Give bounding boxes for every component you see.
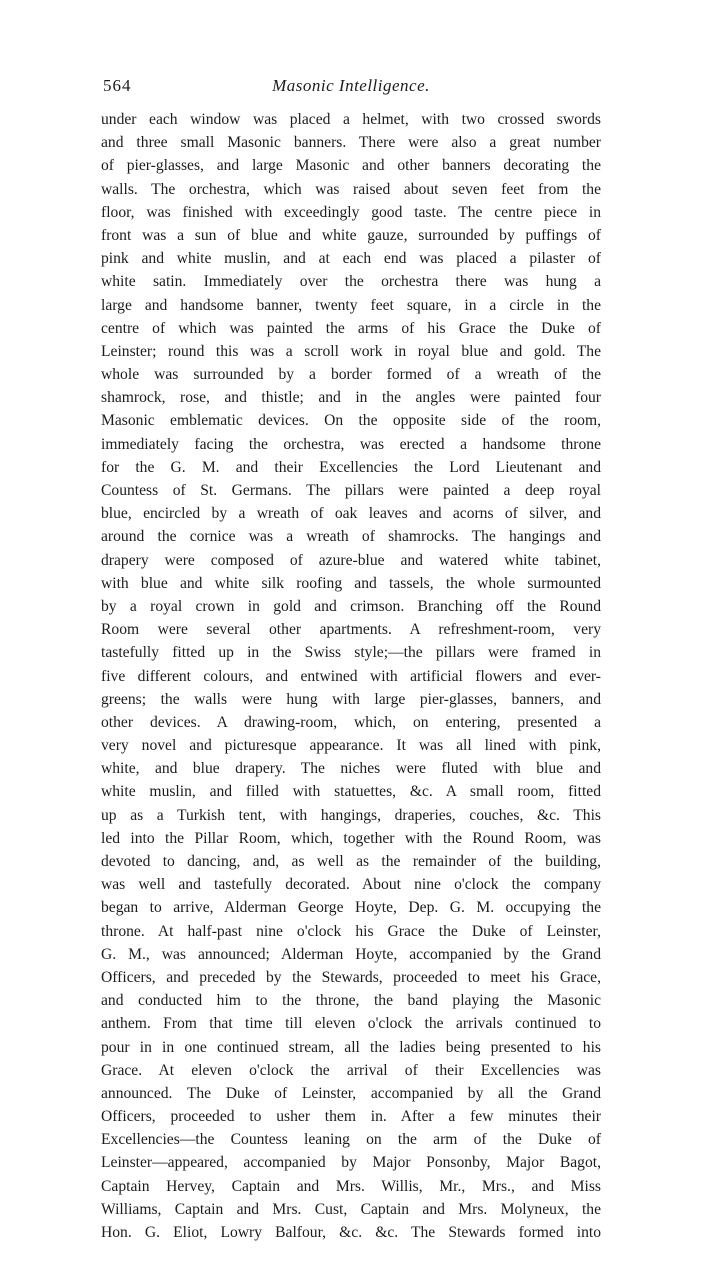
- text-line: other devices. A drawing-room, which, on entering, presented a: [101, 713, 601, 731]
- text-line: with blue and white silk roofing and tassels, the whole surmounted: [101, 574, 601, 592]
- text-line: devoted to dancing, and, as well as the remainder of the building,: [101, 853, 601, 870]
- text-line: Masonic emblematic devices. On the opposite side of the room,: [101, 412, 601, 430]
- text-line: announced. The Duke of Leinster, accompanied by all the Grand: [101, 1084, 601, 1102]
- page-header: [101, 76, 601, 102]
- text-line: began to arrive, Alderman George Hoyte, Dep. G. M. occupying the: [101, 899, 601, 917]
- text-line: [101, 1244, 601, 1267]
- text-line: Countess of St. Germans. The pillars were painted a deep royal: [101, 482, 601, 499]
- running-title: Masonic Intelligence.: [272, 76, 430, 95]
- text-line: centre of which was painted the arms of his Grace the Duke of: [101, 319, 601, 337]
- text-line: throne. At half-past nine o'clock his Grace the Duke of Leinster,: [101, 922, 601, 940]
- text-line: pour in in one continued stream, all the ladies being presented to his: [101, 1038, 601, 1056]
- text-line: tastefully fitted up in the Swiss style;—the pillars were framed in: [101, 644, 601, 662]
- text-line: pink and white muslin, and at each end was placed a pilaster of: [101, 250, 601, 268]
- text-line: Officers, and preceded by the Stewards, proceeded to meet his Grace,: [101, 968, 601, 986]
- text-line: Captain Hervey, Captain and Mrs. Willis, Mr., Mrs., and Miss: [101, 1177, 601, 1195]
- text-line: drapery were composed of azure-blue and watered white tabinet,: [101, 551, 601, 569]
- page-number: 564: [103, 76, 132, 95]
- text-line: Hon. G. Eliot, Lowry Balfour, &c. &c. The Stewards formed into: [101, 1224, 601, 1241]
- text-line: Room were several other apartments. A refreshment-room, very: [101, 621, 601, 639]
- text-line: was well and tastefully decorated. About nine o'clock the company: [101, 876, 601, 894]
- text-line: Leinster; round this was a scroll work in royal blue and gold. The: [101, 342, 601, 360]
- text-line: five different colours, and entwined with artificial flowers and ever-: [101, 667, 601, 685]
- text-line: led into the Pillar Room, which, together with the Round Room, was: [101, 829, 601, 847]
- text-line: front was a sun of blue and white gauze, surrounded by puffings of: [101, 226, 601, 244]
- text-line: for the G. M. and their Excellencies the Lord Lieutenant and: [101, 458, 601, 476]
- body-text: [101, 108, 601, 1267]
- text-line: by a royal crown in gold and crimson. Branching off the Round: [101, 597, 601, 615]
- text-line: Officers, proceeded to usher them in. After a few minutes their: [101, 1108, 601, 1126]
- text-line: and three small Masonic banners. There were also a great number: [101, 134, 601, 152]
- text-line: greens; the walls were hung with large pier-glasses, banners, and: [101, 690, 601, 708]
- text-line: under each window was placed a helmet, with two crossed swords: [101, 111, 601, 128]
- text-line: G. M., was announced; Alderman Hoyte, accompanied by the Grand: [101, 945, 601, 963]
- text-line: white muslin, and filled with statuettes, &c. A small room, fitted: [101, 783, 601, 801]
- text-line: Excellencies—the Countess leaning on the arm of the Duke of: [101, 1131, 601, 1149]
- text-line: whole was surrounded by a border formed of a wreath of the: [101, 366, 601, 384]
- text-line: Leinster—appeared, accompanied by Major Ponsonby, Major Bagot,: [101, 1154, 601, 1172]
- text-line: Grace. At eleven o'clock the arrival of their Excellencies was: [101, 1061, 601, 1079]
- text-line: immediately facing the orchestra, was erected a handsome throne: [101, 435, 601, 453]
- text-line: around the cornice was a wreath of shamrocks. The hangings and: [101, 528, 601, 546]
- text-line: white, and blue drapery. The niches were fluted with blue and: [101, 760, 601, 778]
- text-line: Williams, Captain and Mrs. Cust, Captain and Mrs. Molyneux, the: [101, 1200, 601, 1218]
- text-line: white satin. Immediately over the orchestra there was hung a: [101, 273, 601, 291]
- text-line: very novel and picturesque appearance. It was all lined with pink,: [101, 737, 601, 755]
- text-line: floor, was finished with exceedingly good taste. The centre piece in: [101, 203, 601, 221]
- text-line: shamrock, rose, and thistle; and in the angles were painted four: [101, 389, 601, 407]
- text-line: walls. The orchestra, which was raised about seven feet from the: [101, 180, 601, 198]
- text-line: up as a Turkish tent, with hangings, draperies, couches, &c. This: [101, 806, 601, 824]
- text-line: and conducted him to the throne, the band playing the Masonic: [101, 992, 601, 1010]
- text-line: anthem. From that time till eleven o'clock the arrivals continued to: [101, 1015, 601, 1033]
- text-line: blue, encircled by a wreath of oak leaves and acorns of silver, and: [101, 505, 601, 523]
- text-line: of pier-glasses, and large Masonic and other banners decorating the: [101, 157, 601, 175]
- book-page: [101, 76, 601, 1267]
- text-line: large and handsome banner, twenty feet square, in a circle in the: [101, 296, 601, 314]
